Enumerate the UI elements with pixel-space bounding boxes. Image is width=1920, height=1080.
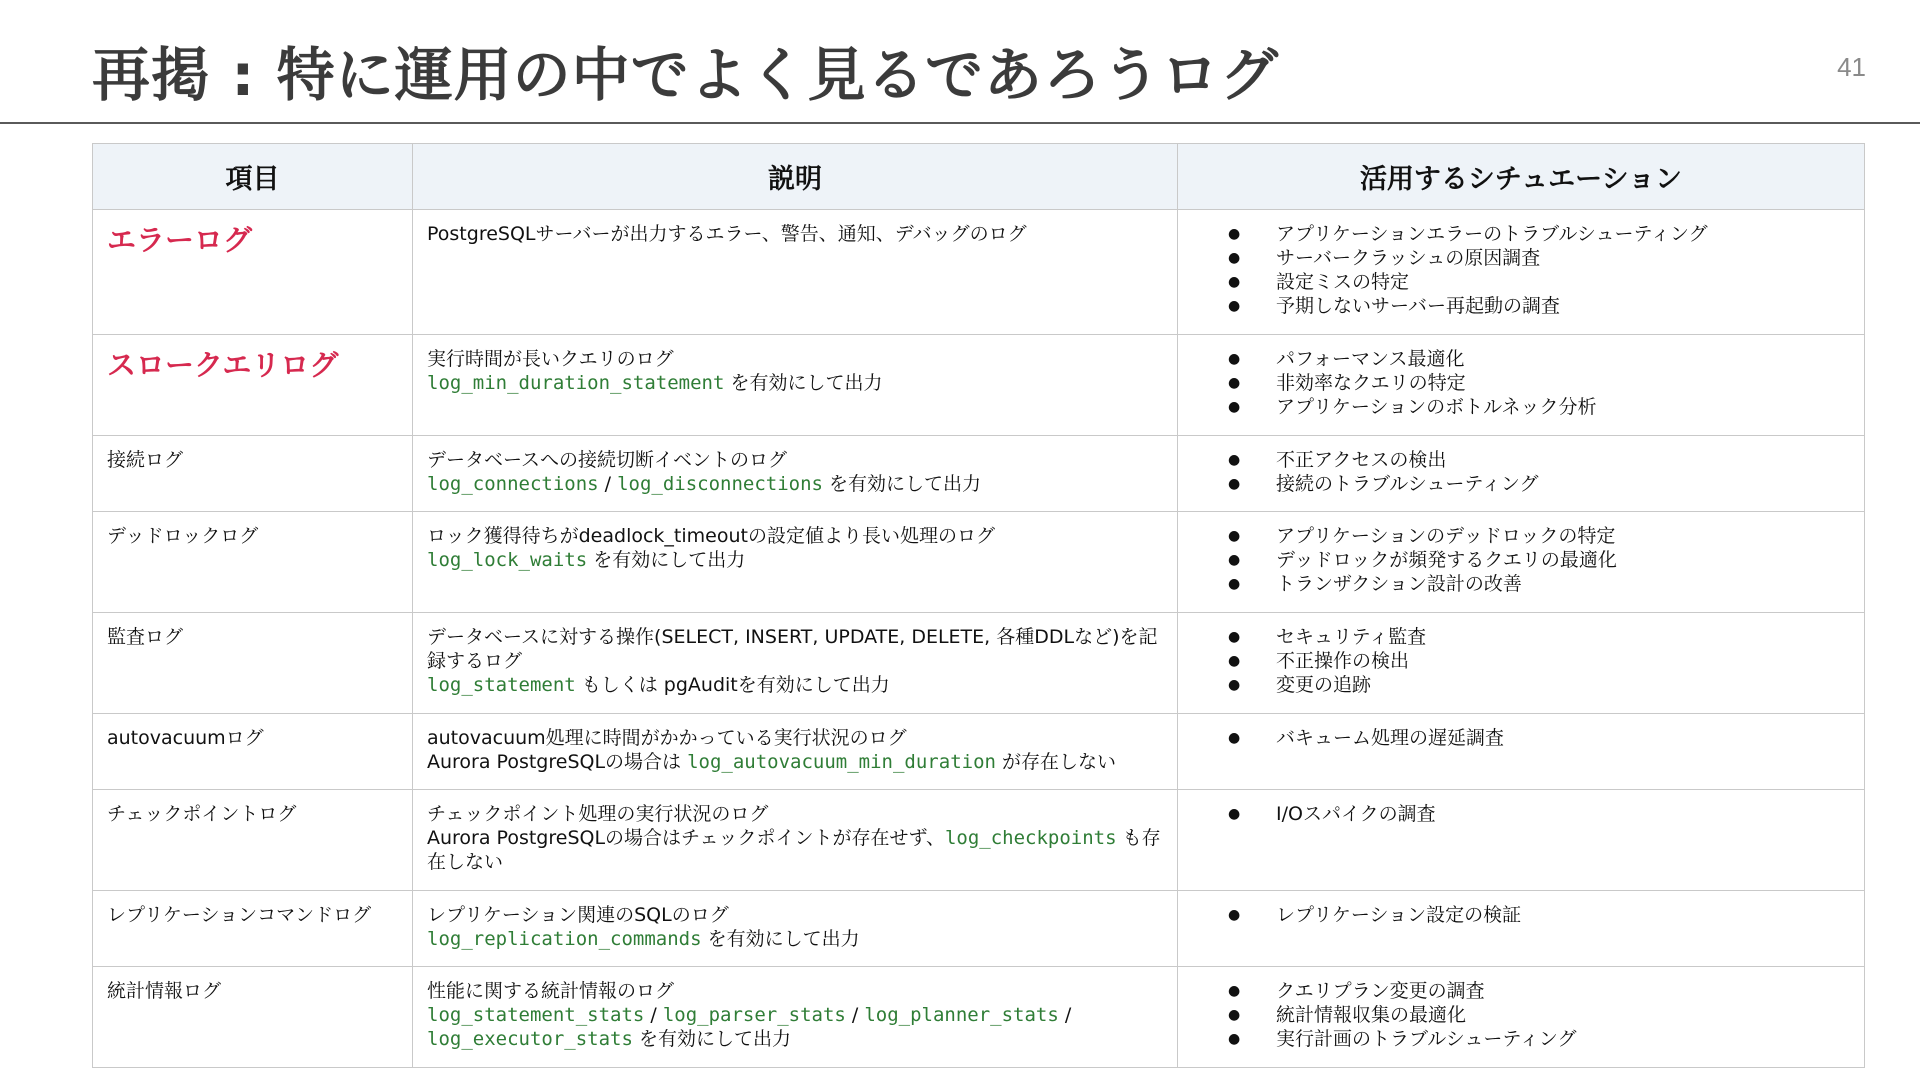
table-row — [93, 967, 1865, 1068]
description-line — [427, 750, 1163, 774]
use-case-item: ● 実行計画のトラブルシューティング — [1192, 1027, 1850, 1051]
log-description — [413, 613, 1178, 714]
use-case-item: ● 設定ミスの特定 — [1192, 270, 1850, 294]
description-line — [427, 1003, 1163, 1051]
use-case-item: ● アプリケーションエラーのトラブルシューティング — [1192, 222, 1850, 246]
description-line — [427, 903, 1163, 927]
log-description — [413, 436, 1178, 512]
log-description — [413, 714, 1178, 790]
header-item: 項目 — [93, 144, 413, 210]
log-description — [413, 891, 1178, 967]
use-case-list — [1192, 524, 1850, 596]
log-use-cases — [1178, 436, 1865, 512]
description-text: ロック獲得待ちがdeadlock_timeoutの設定値より長い処理のログ — [427, 525, 995, 547]
description-line — [427, 826, 1163, 874]
description-line — [427, 472, 1163, 496]
log-item-name: デッドロックログ — [93, 512, 413, 613]
log-use-cases — [1178, 210, 1865, 335]
description-line — [427, 979, 1163, 1003]
description-text: も存在しない — [427, 827, 1161, 873]
log-item-name: エラーログ — [93, 210, 413, 335]
use-case-item: ● デッドロックが頻発するクエリの最適化 — [1192, 548, 1850, 572]
log-description — [413, 790, 1178, 891]
parameter-name: log_disconnections — [617, 473, 823, 495]
log-description — [413, 512, 1178, 613]
description-line — [427, 927, 1163, 951]
use-case-item: ● パフォーマンス最適化 — [1192, 347, 1850, 371]
use-case-item: ● サーバークラッシュの原因調査 — [1192, 246, 1850, 270]
use-case-item: ● クエリプラン変更の調査 — [1192, 979, 1850, 1003]
description-text: が存在しない — [995, 751, 1116, 773]
use-case-item: ● 不正操作の検出 — [1192, 649, 1850, 673]
log-use-cases — [1178, 613, 1865, 714]
description-text: データベースに対する操作(SELECT, INSERT, UPDATE, DELETE, 各種DDLなど)を記録するログ — [427, 626, 1158, 672]
log-use-cases — [1178, 967, 1865, 1068]
use-case-item: ● 予期しないサーバー再起動の調査 — [1192, 294, 1850, 318]
use-case-list — [1192, 979, 1850, 1051]
description-line — [427, 548, 1163, 572]
use-case-item: ● アプリケーションのボトルネック分析 — [1192, 395, 1850, 419]
description-line — [427, 726, 1163, 750]
description-text: を有効にして出力 — [724, 372, 883, 394]
description-line — [427, 371, 1163, 395]
description-text: レプリケーション関連のSQLのログ — [427, 904, 729, 926]
parameter-name: log_planner_stats — [864, 1004, 1059, 1026]
use-case-item: ● I/Oスパイクの調査 — [1192, 802, 1850, 826]
description-text: PostgreSQLサーバーが出力するエラー、警告、通知、デバッグのログ — [427, 223, 1027, 245]
log-description — [413, 335, 1178, 436]
parameter-name: log_min_duration_statement — [427, 372, 725, 394]
slide-title: 再掲 : 特に運用の中でよく見るであろうログ — [92, 41, 1280, 109]
use-case-item: ● 変更の追跡 — [1192, 673, 1850, 697]
description-text: / — [1058, 1004, 1072, 1026]
log-use-cases — [1178, 790, 1865, 891]
description-text: Aurora PostgreSQLの場合は — [427, 751, 688, 773]
log-use-cases — [1178, 335, 1865, 436]
description-line — [427, 347, 1163, 371]
description-text: autovacuum処理に時間がかかっている実行状況のログ — [427, 727, 907, 749]
table-row — [93, 335, 1865, 436]
table-row — [93, 436, 1865, 512]
description-text: チェックポイント処理の実行状況のログ — [427, 803, 769, 825]
description-line — [427, 625, 1163, 673]
description-text: / — [598, 473, 618, 495]
log-item-name: レプリケーションコマンドログ — [93, 891, 413, 967]
table-row — [93, 512, 1865, 613]
table-row — [93, 714, 1865, 790]
parameter-name: log_parser_stats — [662, 1004, 846, 1026]
log-description — [413, 210, 1178, 335]
use-case-item: ● アプリケーションのデッドロックの特定 — [1192, 524, 1850, 548]
title-divider — [0, 122, 1920, 124]
description-text: もしくは pgAuditを有効にして出力 — [575, 674, 890, 696]
table-row — [93, 790, 1865, 891]
description-text: を有効にして出力 — [587, 549, 746, 571]
use-case-item: ● 非効率なクエリの特定 — [1192, 371, 1850, 395]
parameter-name: log_executor_stats — [427, 1028, 633, 1050]
table-row — [93, 210, 1865, 335]
page-number: 41 — [1837, 52, 1866, 82]
log-item-name: 統計情報ログ — [93, 967, 413, 1068]
use-case-list — [1192, 625, 1850, 697]
parameter-name: log_statement_stats — [427, 1004, 645, 1026]
description-text: Aurora PostgreSQLの場合はチェックポイントが存在せず、 — [427, 827, 945, 849]
log-item-name: スロークエリログ — [93, 335, 413, 436]
description-text: を有効にして出力 — [701, 928, 860, 950]
log-item-name: autovacuumログ — [93, 714, 413, 790]
description-line — [427, 222, 1163, 246]
use-case-item: ● 統計情報収集の最適化 — [1192, 1003, 1850, 1027]
header-use-cases: 活用するシチュエーション — [1178, 144, 1865, 210]
log-use-cases — [1178, 512, 1865, 613]
parameter-name: log_connections — [427, 473, 599, 495]
use-case-list — [1192, 903, 1850, 927]
use-case-item: ● セキュリティ監査 — [1192, 625, 1850, 649]
parameter-name: log_statement — [427, 674, 576, 696]
use-case-item: ● レプリケーション設定の検証 — [1192, 903, 1850, 927]
use-case-list — [1192, 222, 1850, 318]
use-case-item: ● トランザクション設計の改善 — [1192, 572, 1850, 596]
description-line — [427, 673, 1163, 697]
use-case-list — [1192, 802, 1850, 826]
description-text: 実行時間が長いクエリのログ — [427, 348, 674, 370]
description-text: / — [845, 1004, 865, 1026]
table-row — [93, 613, 1865, 714]
use-case-list — [1192, 347, 1850, 419]
use-case-list — [1192, 726, 1850, 750]
log-use-cases — [1178, 891, 1865, 967]
table-header-row — [93, 144, 1865, 210]
header-description: 説明 — [413, 144, 1178, 210]
description-line — [427, 448, 1163, 472]
description-text: データベースへの接続切断イベントのログ — [427, 449, 788, 471]
description-line — [427, 524, 1163, 548]
parameter-name: log_autovacuum_min_duration — [687, 751, 996, 773]
table-row — [93, 891, 1865, 967]
parameter-name: log_lock_waits — [427, 549, 588, 571]
log-item-name: 監査ログ — [93, 613, 413, 714]
use-case-item: ● 接続のトラブルシューティング — [1192, 472, 1850, 496]
use-case-item: ● 不正アクセスの検出 — [1192, 448, 1850, 472]
log-description — [413, 967, 1178, 1068]
description-text: を有効にして出力 — [822, 473, 982, 495]
parameter-name: log_checkpoints — [944, 827, 1117, 849]
description-text: 性能に関する統計情報のログ — [427, 980, 675, 1002]
use-case-list — [1192, 448, 1850, 496]
description-text: を有効にして出力 — [632, 1028, 791, 1050]
log-use-cases — [1178, 714, 1865, 790]
log-item-name: 接続ログ — [93, 436, 413, 512]
parameter-name: log_replication_commands — [427, 928, 702, 950]
description-line — [427, 802, 1163, 826]
log-item-name: チェックポイントログ — [93, 790, 413, 891]
use-case-item: ● バキューム処理の遅延調査 — [1192, 726, 1850, 750]
description-text: / — [644, 1004, 663, 1026]
log-table — [92, 143, 1865, 1068]
